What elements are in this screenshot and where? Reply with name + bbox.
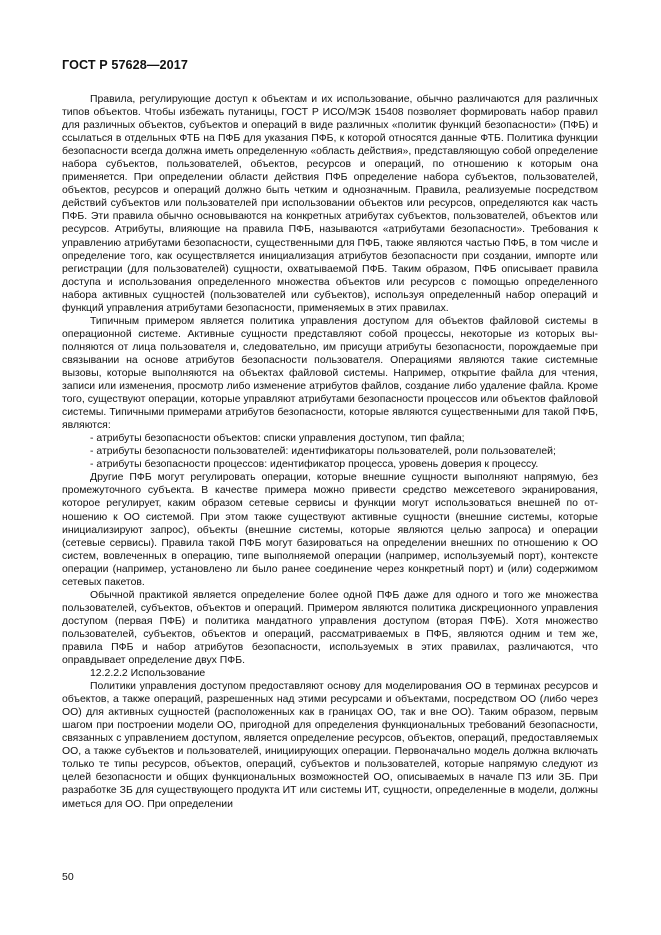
paragraph-4: Обычной практикой является определение более одной ПФБ даже для одного и того же множества пользователей, субъектов, объектов и операций. Примером являются политика дискреционного управления доступом (первая ПФБ) и политика мандатного управления доступом (вторая ПФБ). Хотя множество пользователей, субъектов, объектов и операций, рассматриваемых в ПФБ, являются одним и тем же, правила ПФБ и набор атрибутов безопасности, используемых в этих правилах, различаются, что оправдывает определение двух ПФБ. — [62, 589, 598, 667]
document-body — [62, 93, 598, 811]
list-item: - атрибуты безопасности пользователей: идентификаторы пользователей, роли пользователей; — [90, 446, 556, 458]
paragraph-5: Политики управления доступом предоставляют основу для моделирования ОО в терминах ресурсов и объектов, а также операций, разрешенных над этими ресурсами и объектами, посредством ОО (либо через ОО) для активных сущностей (расположенных как в границах ОО, так и вне ОО). Таким образом, первым шагом при построении модели ОО, пригодной для определения функциональных требований безопасности, связанных с управлением доступом, является определение ресурсов, объектов, операций, предоставляемых ОО, а также субъектов и пользователей, инициирующих операции. Первоначально модель должна включать только те типы ресурсов, объектов, операций, субъектов и пользователей, которые напрямую следуют из целей безопасности и общих функциональных возможностей ОО, описываемых в начале ПЗ или ЗБ. При разработке ЗБ для существующего продукта ИТ или системы ИТ, сущности, определенные в модели, должны иметься для ОО. При определении — [62, 681, 598, 810]
section-subheading: 12.2.2.2 Использование — [90, 668, 206, 680]
list-item: - атрибуты безопасности процессов: идентификатор процесса, уровень доверия к процессу. — [90, 459, 539, 471]
paragraph-1: Правила, регулирующие доступ к объектам и их использование, обычно различаются для различных типов объектов. Чтобы избежать путаницы, ГОСТ Р ИСО/МЭК 15408 позволяет формировать набор правил для различных объектов, субъектов и операций в виде различных «политик функций безопасности» (ПФБ) и ссылаться в отдельных ФТБ на ПФБ для указания ПФБ, к которой относятся данные ФТБ. Политика функции безопасности всегда должна иметь определенную «область действия», представляющую собой определение набора субъектов, пользователей, объектов, ресурсов и операций, по отношению к которым она применяется. При определении области действия ПФБ определение набора субъектов, пользователей, объектов, ресурсов и операций должно быть четким и однозначным. Правила, реализуемые посредством действий субъектов или пользователей при использовании объектов или ресурсов, определяются как часть ПФБ. Эти правила обычно основываются на конкретных атрибутах субъектов, пользователей, объектов или ресурсов. Атрибуты, влияющие на правила ПФБ, называются «атрибутами безопасности». Требования к управлению атрибутами безопасности, существенными для ПФБ, также являются частью ПФБ, в том числе и определение того, как осуществляется инициализация атрибутов безопасности при создании, импорте или регистрации (для пользователей) сущности, охватываемой ПФБ. Таким образом, ПФБ описывает правила доступа и использования определенного множества объектов или ресурсов с помощью определенного набора активных сущностей (пользователей или субъектов), используя определенный набор операций и функций управления атрибутами безопасности, применяемых в этих правилах. — [62, 94, 598, 314]
document-header: ГОСТ Р 57628—2017 — [62, 58, 188, 72]
page-number: 50 — [62, 871, 74, 883]
paragraph-3: Другие ПФБ могут регулировать операции, которые внешние сущности выполняют напрямую, без промежуточного субъекта. В качестве примера можно привести средство межсетевого экранирования, которое регулирует, каким образом сетевые сервисы и функции могут использоваться внешней по отношению к ОО системой. При этом также существуют активные сущности (внешние системы, которые инициализируют запрос), объекты (внешние системы, которые являются целью запроса) и операции (сетевые сервисы). Правила такой ПФБ могут базироваться на определении внешних по отношению к ОО систем, вовлеченных в операцию, типе выполняемой операции (например, используемый порт), контексте операции (например, установлено ли было ранее соединение через конкретный порт) и (или) содержимом сетевых пакетов. — [62, 472, 598, 588]
list-item: - атрибуты безопасности объектов: списки управления доступом, тип файла; — [90, 433, 465, 445]
paragraph-2: Типичным примером является политика управления доступом для объектов файловой системы в операционной системе. Активные сущности представляют собой процессы, некоторые из которых выполняются от лица пользователя и, следовательно, им присущи атрибуты безопасности, порождаемые при связывании на основе атрибутов безопасности пользователя. Операциями являются такие системные вызовы, которые выполняются на объектах файловой системы. Например, открытие файла для чтения, записи или изменения, просмотр либо изменение атрибутов файлов, создание либо удаление файла. Кроме того, существуют операции, которые управляют атрибутами безопасности процессов или объектов файловой системы. Типичными примерами атрибутов безопасности, которые являются существенными для такой ПФБ, являются: — [62, 315, 598, 432]
